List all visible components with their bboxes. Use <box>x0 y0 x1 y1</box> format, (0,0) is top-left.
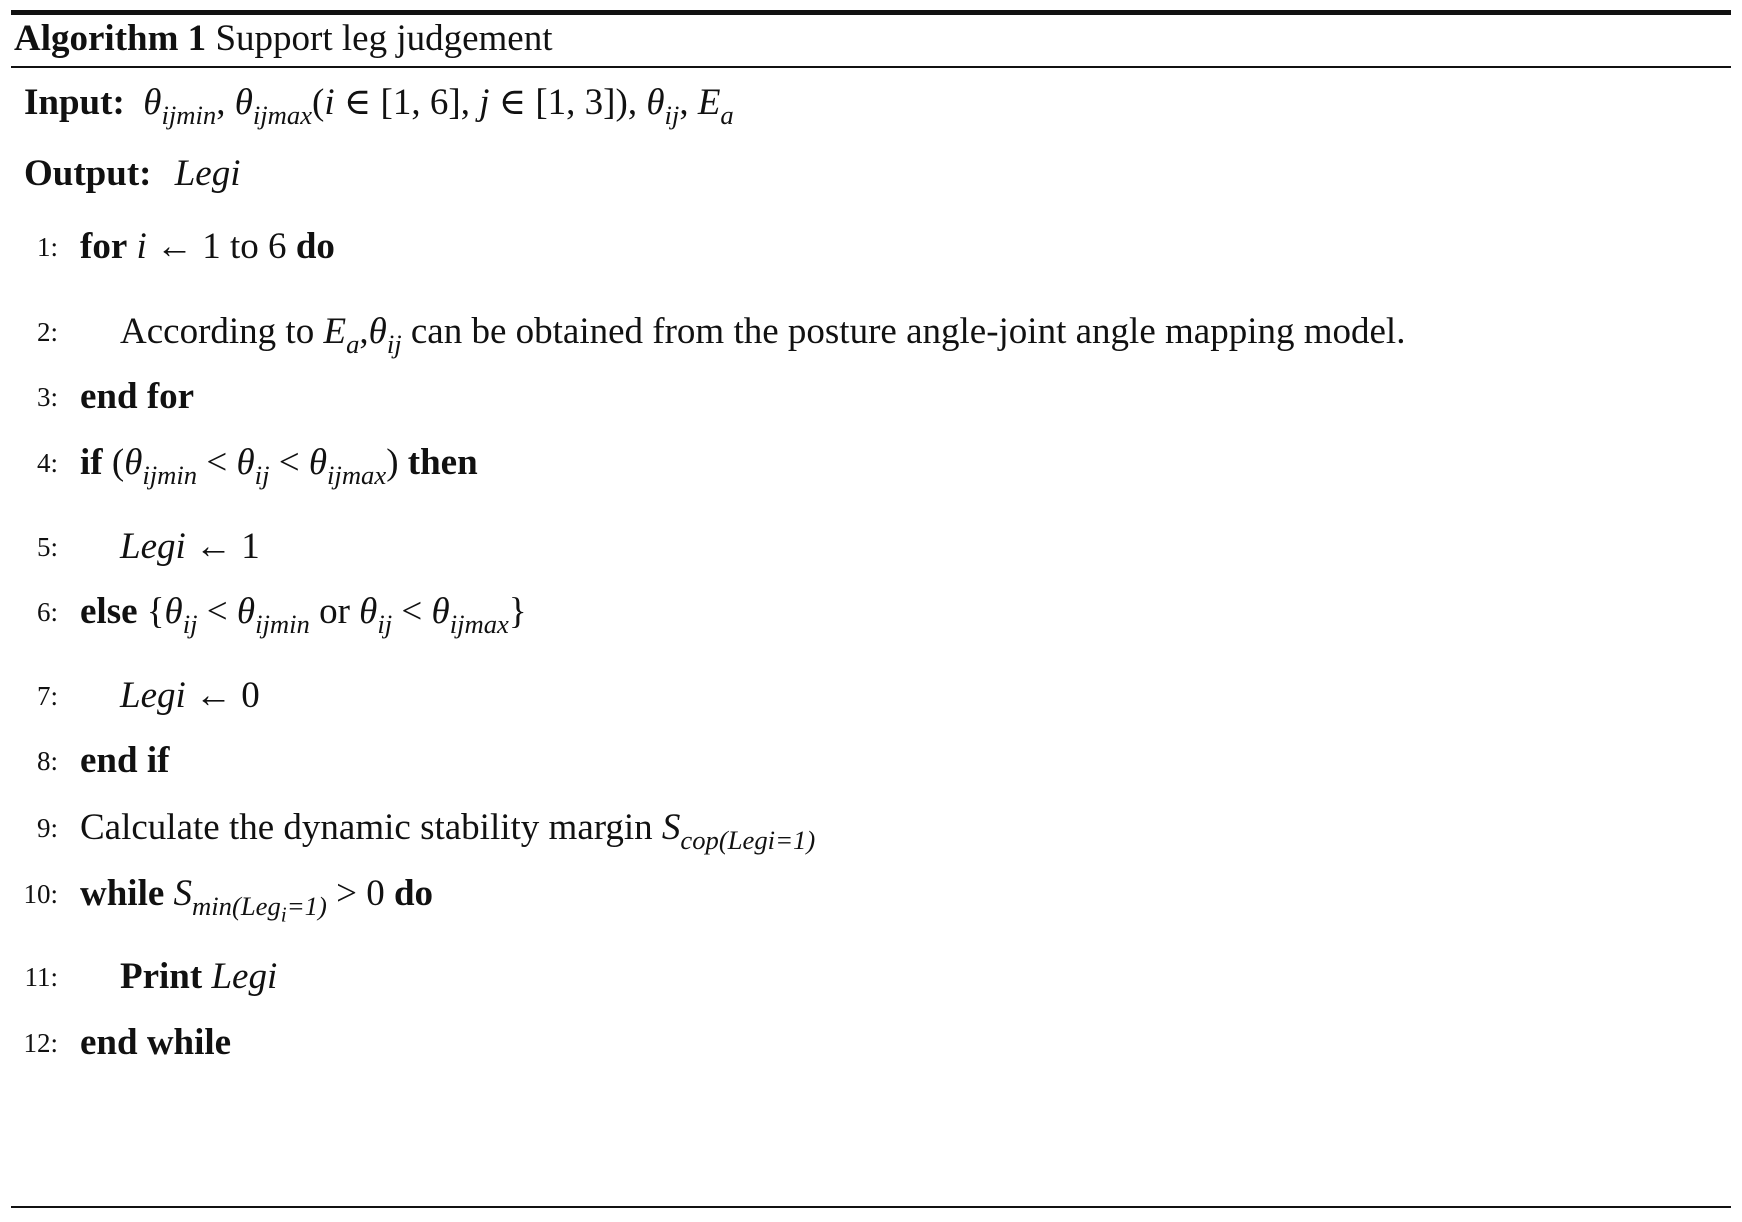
algorithm-label: Algorithm 1 <box>14 18 207 59</box>
line-code: end if <box>80 740 170 781</box>
caption-rule <box>11 66 1731 68</box>
algo-line-7 <box>0 671 1742 721</box>
algorithm-title: Support leg judgement <box>215 18 553 59</box>
line-number: 12: <box>23 1028 58 1058</box>
algo-line-12 <box>0 1018 1742 1068</box>
line-number: 1: <box>36 232 58 262</box>
line-number: 2: <box>36 317 58 347</box>
line-code: while $S_{min(Leg_i=1)} > 0$ do <box>80 873 434 927</box>
line-number: 11: <box>24 962 58 992</box>
output-label: Output: <box>24 153 152 194</box>
line-code: else {$\theta_{ij} < \theta_{ijmin}$ or $\theta_{ij} < \theta_{ijmax}$} <box>80 591 527 640</box>
algo-line-4 <box>0 438 1742 491</box>
output-row <box>24 152 241 196</box>
line-code: for i ← 1 to 6 do <box>80 226 335 267</box>
bottom-rule <box>11 1206 1731 1208</box>
line-code: Print Legi <box>120 956 278 997</box>
input-row <box>24 81 734 131</box>
algo-line-5 <box>0 522 1742 572</box>
line-code: Legi ← 1 <box>120 526 260 567</box>
algo-line-3 <box>0 372 1742 422</box>
top-rule <box>11 10 1731 15</box>
line-number: 10: <box>23 879 58 909</box>
algo-line-6 <box>0 587 1742 640</box>
algo-line-2 <box>0 307 1742 360</box>
algo-line-11 <box>0 952 1742 1002</box>
input-label: Input: <box>24 82 125 123</box>
line-number: 4: <box>36 448 58 478</box>
input-formula: $\theta_{ijmin}$, $\theta_{ijmax}(i$ ∈ [1, 6], j ∈ [1, 3]), $\theta_{ij}$, $E_a$ <box>143 82 734 131</box>
line-code: Calculate the dynamic stability margin $S_{cop(Legi=1)}$ <box>80 807 816 856</box>
line-number: 9: <box>36 813 58 843</box>
output-formula: Legi <box>174 153 241 194</box>
algo-line-1 <box>0 222 1742 272</box>
algo-line-9 <box>0 803 1742 856</box>
line-number: 5: <box>36 532 58 562</box>
algo-line-8 <box>0 736 1742 786</box>
line-number: 6: <box>36 597 58 627</box>
line-code: if $(\theta_{ijmin} < \theta_{ij} < \theta_{ijmax})$ then <box>80 442 478 491</box>
line-number: 7: <box>36 681 58 711</box>
line-number: 8: <box>36 746 58 776</box>
algo-line-10 <box>0 869 1742 927</box>
line-code: end for <box>80 376 195 417</box>
line-code: According to $E_a,\theta_{ij}$ can be obtained from the posture angle-joint angle mapping model. <box>120 311 1406 360</box>
line-number: 3: <box>36 382 58 412</box>
line-code: Legi ← 0 <box>120 675 260 716</box>
line-code: end while <box>80 1022 232 1063</box>
algorithm-caption <box>14 17 553 61</box>
